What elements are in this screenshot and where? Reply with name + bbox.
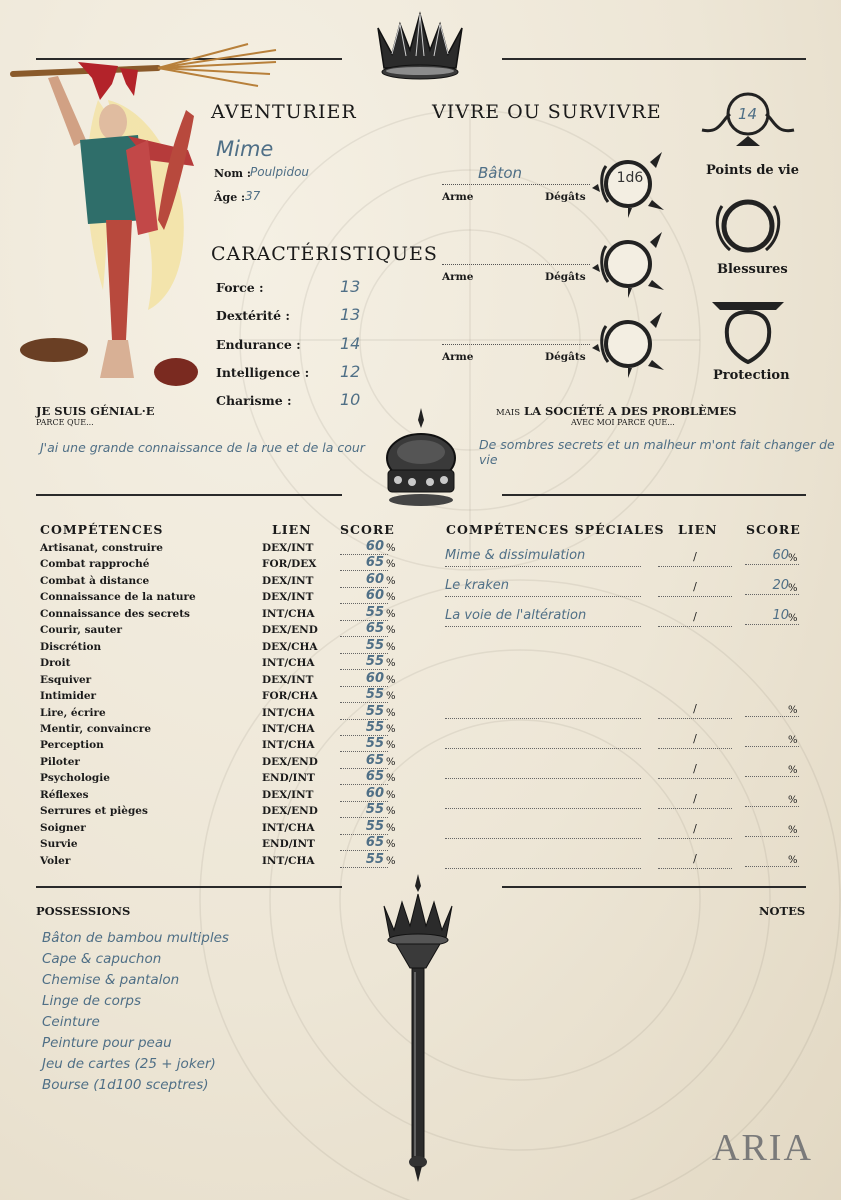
characteristic-value: 10 (340, 390, 361, 409)
skill-row (40, 573, 410, 590)
special-skill-link: / (658, 822, 732, 839)
pv-label: Points de vie (706, 163, 799, 178)
possession-item: Cape & capuchon (42, 951, 162, 967)
skill-score: 60 (340, 786, 388, 802)
percent-sign: % (386, 608, 396, 620)
genial-sub: PARCE QUE... (36, 418, 94, 427)
skill-score: 55 (340, 638, 388, 654)
divider (36, 886, 342, 888)
skill-score: 55 (340, 687, 388, 703)
skill-name: Mentir, convaincre (40, 722, 152, 735)
special-skill-name (445, 700, 641, 719)
possession-item: Bourse (1d100 sceptres) (42, 1077, 209, 1093)
societe-title-text: LA SOCIÉTÉ A DES PROBLÈMES (524, 404, 737, 418)
weapon-line (442, 344, 590, 345)
weapon-damage: 1d6 (616, 170, 644, 186)
skill-score: 55 (340, 852, 388, 868)
special-skill-link: / (658, 852, 732, 869)
skill-link: END/INT (262, 772, 315, 785)
special-skill-row (445, 820, 805, 842)
skill-link: DEX/INT (262, 574, 314, 587)
weapon-line (442, 264, 590, 265)
skill-link: DEX/INT (262, 591, 314, 604)
skill-score: 65 (340, 555, 388, 571)
skill-name: Courir, sauter (40, 624, 123, 637)
percent-sign: % (386, 855, 396, 867)
percent-sign: % (386, 740, 396, 752)
special-skill-link: / (658, 732, 732, 749)
percent-sign: % (788, 735, 798, 746)
damage-emblem-icon (592, 228, 668, 298)
wounds-emblem-icon (708, 192, 788, 264)
skill-score: 60 (340, 539, 388, 555)
skill-link: DEX/INT (262, 542, 314, 554)
skill-score: 60 (340, 572, 388, 588)
characteristic-value: 12 (340, 362, 361, 381)
skill-name: Combat rapproché (40, 558, 150, 571)
divider (502, 494, 806, 496)
percent-sign: % (386, 691, 396, 703)
characteristic-label: Intelligence : (216, 365, 310, 380)
skill-link: DEX/INT (262, 673, 314, 686)
skill-score: 55 (340, 654, 388, 670)
percent-sign: % (788, 765, 798, 776)
skill-link: INT/CHA (262, 607, 315, 620)
blessures-label: Blessures (717, 262, 788, 277)
possession-item: Chemise & pantalon (42, 972, 180, 988)
percent-sign: % (386, 839, 396, 851)
characteristic-label: Endurance : (216, 337, 301, 352)
skill-row (40, 655, 410, 672)
genial-title: JE SUIS GÉNIAL·E (36, 404, 155, 418)
section-aventurier: AVENTURIER (211, 101, 357, 123)
nom-value: Poulpidou (250, 165, 310, 179)
age-label: Âge : (214, 191, 246, 204)
aria-logo: ARIA (712, 1127, 813, 1169)
skill-row (40, 606, 410, 623)
special-skill-row (445, 730, 805, 752)
skill-name: Voler (40, 854, 71, 867)
percent-sign: % (386, 822, 396, 834)
skill-link: INT/CHA (262, 657, 315, 670)
skill-row (40, 688, 410, 705)
skill-link: DEX/INT (262, 788, 314, 801)
special-skill-name (445, 850, 641, 869)
pv-value: 14 (738, 105, 758, 123)
characteristic-label: Charisme : (216, 393, 292, 408)
skill-name: Connaissance des secrets (40, 607, 190, 620)
skill-name: Perception (40, 739, 104, 752)
jeweled-crown-icon (380, 406, 462, 510)
skills-header: COMPÉTENCES (40, 522, 164, 537)
percent-sign: % (386, 658, 396, 670)
weapon-arme-label: Arme (442, 191, 474, 203)
special-skill-row (445, 608, 805, 630)
percent-sign: % (788, 825, 798, 836)
skill-link: END/INT (262, 838, 315, 851)
special-skill-row (445, 548, 805, 570)
percent-sign: % (386, 707, 396, 719)
societe-prefix: MAIS (496, 408, 521, 418)
special-skill-row (445, 850, 805, 872)
section-caracteristiques: CARACTÉRISTIQUES (211, 243, 438, 265)
skill-name: Réflexes (40, 788, 89, 801)
special-skill-score: 20 (745, 578, 799, 595)
special-skill-link: / (658, 792, 732, 809)
skill-link: INT/CHA (262, 821, 315, 834)
special-skills-header: COMPÉTENCES SPÉCIALES (446, 522, 665, 537)
skill-row (40, 705, 410, 722)
skill-link: DEX/CHA (262, 640, 318, 653)
skills-score-header: SCORE (340, 522, 395, 537)
percent-sign: % (788, 705, 798, 716)
special-skill-name: Le kraken (445, 578, 641, 597)
societe-text: De sombres secrets et un malheur m'ont fait changer de vie (479, 437, 835, 467)
weapon-name: Bâton (478, 164, 523, 182)
skill-row (40, 787, 410, 804)
special-skill-link: / (658, 580, 732, 597)
skill-row (40, 639, 410, 656)
special-skill-link: / (658, 550, 732, 567)
societe-title (496, 404, 737, 418)
skill-name: Survie (40, 838, 78, 851)
percent-sign: % (386, 641, 396, 653)
skill-name: Combat à distance (40, 574, 150, 587)
special-score-header: SCORE (746, 522, 801, 537)
special-skill-score: 60 (745, 548, 799, 565)
percent-sign: % (788, 553, 798, 564)
skill-link: INT/CHA (262, 739, 315, 752)
special-skill-row (445, 790, 805, 812)
damage-emblem-icon (592, 308, 668, 378)
special-skill-name (445, 730, 641, 749)
percent-sign: % (386, 575, 396, 587)
percent-sign: % (788, 795, 798, 806)
special-skill-name: Mime & dissimulation (445, 548, 641, 567)
weapon-degats-label: Dégâts (545, 191, 586, 203)
weapon-line (442, 184, 590, 185)
skill-name: Lire, écrire (40, 706, 106, 719)
special-skill-row (445, 578, 805, 600)
skill-score: 55 (340, 704, 388, 720)
skill-link: DEX/END (262, 624, 318, 637)
skill-row (40, 589, 410, 606)
percent-sign: % (386, 723, 396, 735)
skill-link: DEX/END (262, 755, 318, 768)
percent-sign: % (788, 613, 798, 624)
character-name: Mime (216, 137, 274, 161)
skill-name: Esquiver (40, 673, 92, 686)
skill-name: Intimider (40, 690, 97, 703)
skill-row (40, 803, 410, 820)
age-value: 37 (245, 189, 261, 203)
percent-sign: % (386, 789, 396, 801)
percent-sign: % (386, 592, 396, 604)
skill-score: 55 (340, 802, 388, 818)
scepter-icon (376, 872, 460, 1184)
skill-row (40, 721, 410, 738)
skill-row (40, 820, 410, 837)
skill-score: 60 (340, 671, 388, 687)
special-skill-link: / (658, 762, 732, 779)
percent-sign: % (788, 855, 798, 866)
weapon-arme-label: Arme (442, 351, 474, 363)
percent-sign: % (386, 674, 396, 686)
skill-row (40, 672, 410, 689)
skill-row (40, 556, 410, 573)
protection-label: Protection (713, 368, 790, 383)
skill-score: 65 (340, 621, 388, 637)
skill-row (40, 622, 410, 639)
genial-text: J'ai une grande connaissance de la rue et de la cour (40, 440, 365, 455)
skills-link-header: LIEN (272, 522, 312, 537)
possession-item: Jeu de cartes (25 + joker) (42, 1056, 216, 1072)
skill-score: 60 (340, 588, 388, 604)
percent-sign: % (386, 806, 396, 818)
skill-link: INT/CHA (262, 722, 315, 735)
characteristic-value: 13 (340, 305, 361, 324)
percent-sign: % (788, 583, 798, 594)
skill-score: 55 (340, 736, 388, 752)
divider (502, 886, 806, 888)
skill-link: INT/CHA (262, 854, 315, 867)
weapon-degats-label: Dégâts (545, 351, 586, 363)
possession-item: Linge de corps (42, 993, 141, 1009)
skill-name: Psychologie (40, 772, 110, 785)
special-skill-row (445, 700, 805, 722)
notes-header: NOTES (759, 904, 806, 918)
percent-sign: % (386, 773, 396, 785)
societe-sub: AVEC MOI PARCE QUE... (571, 418, 675, 427)
section-vivre: VIVRE OU SURVIVRE (432, 101, 662, 123)
health-emblem-icon (700, 90, 796, 156)
possession-item: Peinture pour peau (42, 1035, 172, 1051)
characteristic-value: 13 (340, 277, 361, 296)
skill-name: Soigner (40, 821, 86, 834)
crown-icon (372, 10, 468, 82)
skill-name: Droit (40, 657, 71, 670)
possession-item: Bâton de bambou multiples (42, 930, 229, 946)
percent-sign: % (386, 559, 396, 571)
characteristic-label: Dextérité : (216, 308, 290, 323)
skill-link: DEX/END (262, 805, 318, 818)
possession-item: Ceinture (42, 1014, 100, 1030)
weapon-degats-label: Dégâts (545, 271, 586, 283)
possessions-header: POSSESSIONS (36, 904, 131, 918)
skill-link: INT/CHA (262, 706, 315, 719)
skill-link: FOR/CHA (262, 690, 318, 703)
skill-row (40, 540, 410, 557)
special-skill-row (445, 760, 805, 782)
skill-score: 65 (340, 753, 388, 769)
skill-row (40, 836, 410, 853)
skill-row (40, 770, 410, 787)
skill-name: Artisanat, construire (40, 542, 163, 554)
nom-label: Nom : (214, 167, 251, 180)
skill-row (40, 853, 410, 870)
skill-name: Discrétion (40, 640, 102, 653)
special-skill-name: La voie de l'altération (445, 608, 641, 627)
skill-score: 55 (340, 819, 388, 835)
skill-name: Connaissance de la nature (40, 591, 196, 604)
skill-row (40, 737, 410, 754)
skill-score: 55 (340, 720, 388, 736)
special-skill-link: / (658, 702, 732, 719)
special-skill-score: 10 (745, 608, 799, 625)
skill-score: 65 (340, 835, 388, 851)
divider (502, 58, 806, 60)
skill-score: 65 (340, 769, 388, 785)
special-skill-name (445, 790, 641, 809)
special-link-header: LIEN (678, 522, 718, 537)
characteristic-label: Force : (216, 280, 264, 295)
special-skill-name (445, 760, 641, 779)
special-skill-link: / (658, 610, 732, 627)
skill-score: 55 (340, 605, 388, 621)
skill-link: FOR/DEX (262, 558, 317, 571)
percent-sign: % (386, 543, 396, 554)
special-skill-name (445, 820, 641, 839)
percent-sign: % (386, 625, 396, 637)
skill-name: Piloter (40, 755, 80, 768)
percent-sign: % (386, 756, 396, 768)
skill-row (40, 754, 410, 771)
weapon-arme-label: Arme (442, 271, 474, 283)
characteristic-value: 14 (340, 334, 361, 353)
skill-name: Serrures et pièges (40, 805, 148, 818)
divider (36, 494, 342, 496)
protection-emblem-icon (708, 290, 788, 368)
